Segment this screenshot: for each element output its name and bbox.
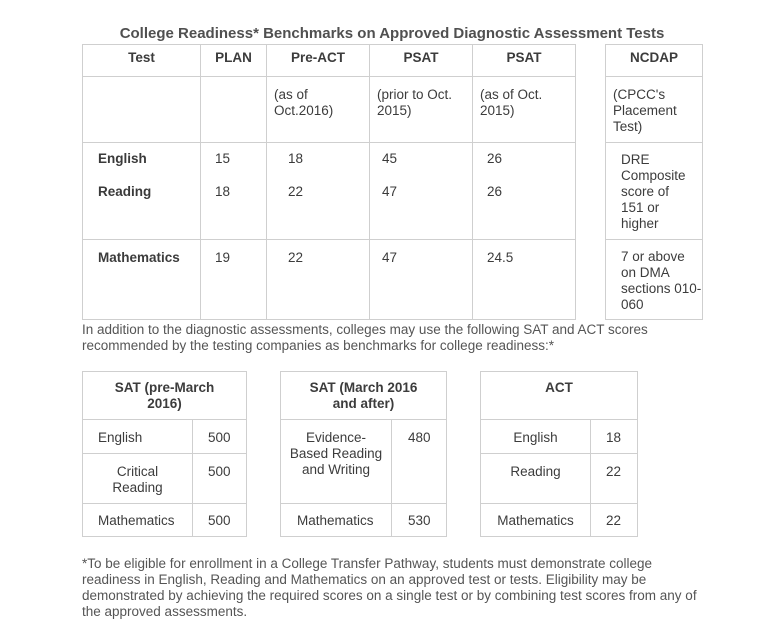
act-subject-math: Mathematics <box>480 503 591 537</box>
sat-old-score-english: 500 <box>192 419 247 454</box>
sat-new-header: SAT (March 2016 and after) <box>280 371 447 420</box>
diag-value-psat-prior-math: 47 <box>369 239 473 320</box>
sat-old-subject-english: English <box>82 419 193 454</box>
diag-value-plan-math: 19 <box>200 239 267 320</box>
diag-col-preact-er <box>266 142 370 240</box>
sat-old-score-critical-reading: 500 <box>192 453 247 504</box>
diag-sub-ncdap: (CPCC's Placement Test) <box>605 76 703 143</box>
diag-ncdap-math: 7 or above on DMA sections 010-060 <box>605 239 703 320</box>
diag-column-gap <box>575 44 606 320</box>
diag-header-plan: PLAN <box>200 44 267 77</box>
page-title: College Readiness* Benchmarks on Approved Diagnostic Assessment Tests <box>119 25 665 42</box>
diag-sub-test <box>82 76 201 143</box>
diag-value-plan-english: 15 <box>215 151 231 166</box>
act-score-math: 22 <box>590 503 638 537</box>
diag-header-test: Test <box>82 44 201 77</box>
diag-value-preact-math: 22 <box>266 239 370 320</box>
intro-paragraph: In addition to the diagnostic assessments, colleges may use the following SAT and ACT scores recommended by the testing companies as benchmarks for college readiness:* <box>82 322 648 353</box>
diag-sub-plan <box>200 76 267 143</box>
diag-ncdap-english-reading: DRE Composite score of 151 or higher <box>605 142 703 240</box>
diag-value-psat-new-reading: 26 <box>487 184 503 199</box>
diag-value-psat-prior-english: 45 <box>382 151 398 166</box>
act-score-english: 18 <box>590 419 638 454</box>
act-header: ACT <box>480 371 638 420</box>
sat-gap <box>246 371 281 537</box>
act-subject-english: English <box>480 419 591 454</box>
sat-old-header: SAT (pre-March 2016) <box>82 371 247 420</box>
sat-new-subject-ebrw: Evidence-Based Reading and Writing <box>280 419 392 504</box>
sat-new-subject-math: Mathematics <box>280 503 392 537</box>
diag-header-psat-prior: PSAT <box>369 44 473 77</box>
diag-row-label-mathematics: Mathematics <box>82 239 201 320</box>
sat-new-score-math: 530 <box>391 503 447 537</box>
sat-new-score-ebrw: 480 <box>391 419 447 504</box>
diag-header-ncdap: NCDAP <box>605 44 703 77</box>
act-score-reading: 22 <box>590 453 638 504</box>
footnote: *To be eligible for enrollment in a College Transfer Pathway, students must demonstrate college readiness in English, Reading and Mathematics on an approved test or tests. Eligibility may be demonstrated by achieving the required scores on a single test or by combining test scores from any of the approved assessments. <box>82 556 697 619</box>
sat-old-subject-math: Mathematics <box>82 503 193 537</box>
diag-sub-psat-prior: (prior to Oct. 2015) <box>369 76 473 143</box>
diag-value-psat-new-english: 26 <box>487 151 503 166</box>
diag-value-plan-reading: 18 <box>215 184 231 199</box>
diag-value-psat-new-math: 24.5 <box>472 239 576 320</box>
diag-sub-psat-new: (as of Oct. 2015) <box>472 76 576 143</box>
diag-col-plan-er <box>200 142 267 240</box>
diag-row-label-english: English <box>98 151 147 166</box>
diag-header-preact: Pre-ACT <box>266 44 370 77</box>
diag-value-preact-reading: 22 <box>288 184 304 199</box>
diag-sub-preact: (as of Oct.2016) <box>266 76 370 143</box>
act-gap <box>446 371 481 537</box>
sat-old-score-math: 500 <box>192 503 247 537</box>
diag-value-preact-english: 18 <box>288 151 304 166</box>
diag-value-psat-prior-reading: 47 <box>382 184 398 199</box>
act-subject-reading: Reading <box>480 453 591 504</box>
sat-old-subject-critical-reading: Critical Reading <box>82 453 193 504</box>
diag-header-psat-new: PSAT <box>472 44 576 77</box>
diag-row-label-reading: Reading <box>98 184 152 199</box>
